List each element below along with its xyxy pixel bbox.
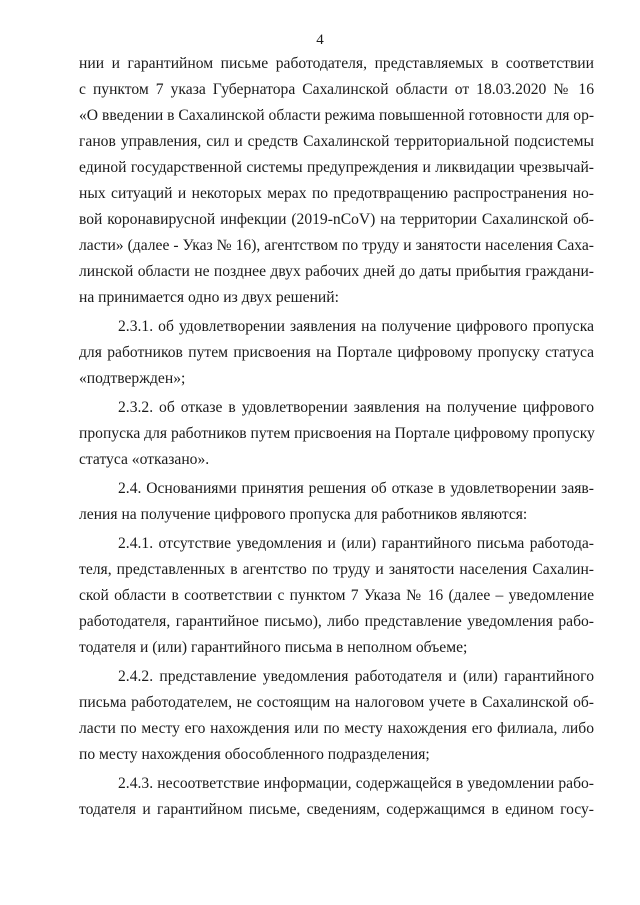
text-line: линской области не позднее двух рабочих дней до даты прибытия граждани-	[79, 263, 594, 280]
text-line: ных ситуаций и некоторых мерах по предотвращению распространения но-	[79, 185, 594, 202]
text-line: на принимается одно из двух решений:	[79, 289, 339, 306]
text-line: пропуска для работников путем присвоения на Портале цифровому пропуску	[79, 425, 595, 442]
text-line: 2.3.2. об отказе в удовлетворении заявления на получение цифрового	[118, 399, 594, 416]
text-line: по месту нахождения обособленного подразделения;	[79, 746, 430, 763]
text-line: статуса «отказано».	[79, 451, 210, 468]
text-line: тодателя и (или) гарантийного письма в неполном объеме;	[79, 639, 468, 656]
text-line: письма работодателем, не состоящим на налоговом учете в Сахалинской об-	[79, 694, 594, 711]
text-line: ской области в соответствии с пунктом 7 Указа № 16 (далее – уведомление	[79, 587, 594, 604]
text-line: тодателя и гарантийном письме, сведениям, содержащимся в едином госу-	[79, 801, 594, 818]
text-line: с пунктом 7 указа Губернатора Сахалинской области от 18.03.2020 № 16	[79, 81, 594, 98]
text-line: вой коронавирусной инфекции (2019-nCoV) на территории Сахалинской об-	[79, 211, 594, 228]
text-line: ганов управления, сил и средств Сахалинской территориальной подсистемы	[79, 133, 594, 150]
text-line: 2.3.1. об удовлетворении заявления на получение цифрового пропуска	[118, 318, 594, 335]
text-line: единой государственной системы предупреждения и ликвидации чрезвычай-	[79, 159, 594, 176]
text-line: ласти по месту его нахождения или по месту нахождения его филиала, либо	[79, 720, 594, 737]
text-line: «подтвержден»;	[79, 370, 186, 387]
text-line: 2.4.1. отсутствие уведомления и (или) гарантийного письма работода-	[118, 535, 594, 552]
text-line: нии и гарантийном письме работодателя, представляемых в соответствии	[79, 55, 594, 72]
text-line: для работников путем присвоения на Портале цифровому пропуску статуса	[79, 344, 594, 361]
text-line: 2.4.3. несоответствие информации, содержащейся в уведомлении рабо-	[118, 775, 594, 792]
text-line: «О введении в Сахалинской области режима повышенной готовности для ор-	[79, 107, 595, 124]
text-line: теля, представленных в агентство по труду и занятости населения Сахалин-	[79, 561, 594, 578]
text-line: 2.4. Основаниями принятия решения об отказе в удовлетворении заяв-	[118, 480, 594, 497]
text-line: работодателя, гарантийное письмо), либо представление уведомления рабо-	[79, 613, 594, 630]
text-line: 2.4.2. представление уведомления работодателя и (или) гарантийного	[118, 668, 594, 685]
text-line: ления на получение цифрового пропуска для работников являются:	[79, 506, 528, 523]
page-number: 4	[316, 32, 324, 48]
text-line: ласти» (далее - Указ № 16), агентством по труду и занятости населения Саха-	[79, 237, 594, 254]
